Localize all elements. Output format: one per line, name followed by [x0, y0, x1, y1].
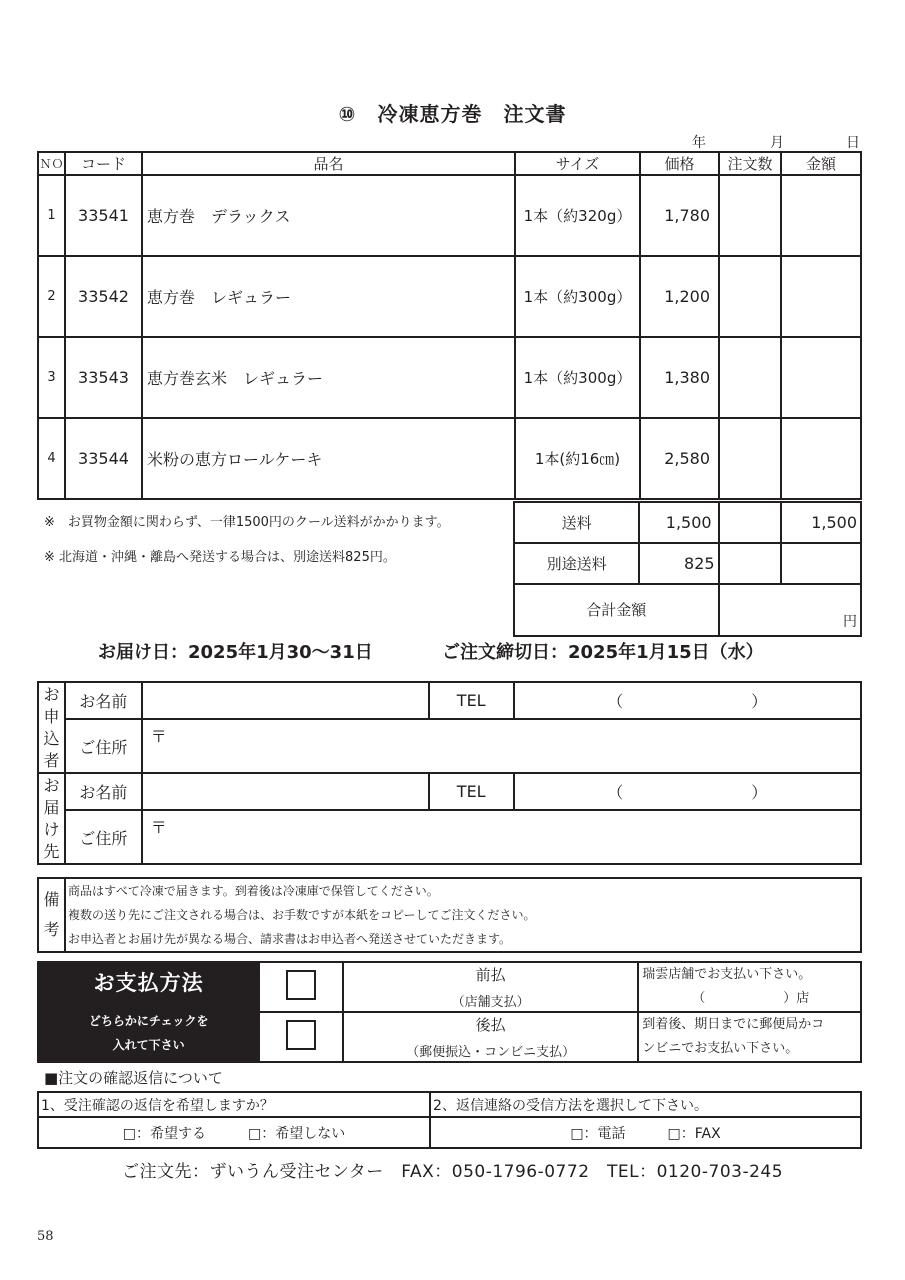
postpay-option	[343, 1012, 638, 1062]
item-qty-cell[interactable]	[719, 337, 781, 418]
item-name: 恵方巻 デラックス	[142, 175, 515, 256]
remark-line: 商品はすべて冷凍で届きます。到着後は冷凍庫で保管してください。	[67, 884, 439, 898]
payment-table	[37, 961, 862, 1063]
item-size: 1本（約300g）	[515, 337, 640, 418]
order-row	[38, 418, 861, 499]
item-no: 2	[38, 256, 65, 337]
applicant-name-label: お名前	[65, 682, 142, 719]
date-month-label: 月	[770, 135, 784, 151]
item-no: 1	[38, 175, 65, 256]
prepay-label: 前払	[475, 966, 506, 984]
confirmation-question-2: 2、返信連絡の受信方法を選択して下さい。	[430, 1092, 861, 1117]
prepay-description: 瑞雲店舗でお支払い下さい。 （ ）店	[638, 962, 861, 1012]
applicant-side-label: お 申 込 者	[38, 682, 65, 773]
item-name: 米粉の恵方ロールケーキ	[142, 418, 515, 499]
shipping-qty-cell[interactable]	[719, 502, 781, 543]
item-price: 1,380	[640, 337, 719, 418]
item-qty-cell[interactable]	[719, 256, 781, 337]
remarks-table	[37, 877, 862, 953]
recipient-tel-field[interactable]: （ ）	[514, 773, 861, 810]
header-code: コード	[65, 152, 142, 175]
recipient-name-field[interactable]	[142, 773, 429, 810]
item-price: 1,200	[640, 256, 719, 337]
postpay-sub: （郵便振込・コンビニ支払）	[406, 1045, 576, 1060]
confirmation-question-1: 1、受注確認の返信を希望しますか？	[38, 1092, 430, 1117]
payment-instruction: 入れて下さい	[112, 1038, 185, 1052]
applicant-address-field[interactable]: 〒	[142, 719, 861, 773]
order-row	[38, 175, 861, 256]
remark-line: 複数の送り先にご注文される場合は、お手数ですが本紙をコピーしてご注文ください。	[67, 908, 536, 922]
item-amount-cell[interactable]	[781, 175, 861, 256]
store-name-field[interactable]: （ ）店	[692, 991, 810, 1006]
confirmation-table	[37, 1091, 862, 1149]
reply-method-options[interactable]: □：電話 □：FAX	[430, 1117, 861, 1148]
postpay-label: 後払	[475, 1016, 506, 1034]
item-size: 1本(約16㎝)	[515, 418, 640, 499]
extra-shipping-price: 825	[639, 543, 718, 584]
item-code: 33541	[65, 175, 142, 256]
item-qty-cell[interactable]	[719, 418, 781, 499]
item-code: 33542	[65, 256, 142, 337]
item-qty-cell[interactable]	[719, 175, 781, 256]
order-contact-footer: ご注文先：ずいうん受注センター FAX：050-1796-0772 TEL：0120-703-245	[121, 1162, 784, 1182]
prepay-sub: （店舗支払）	[451, 995, 530, 1010]
item-no: 3	[38, 337, 65, 418]
payment-method-box	[38, 962, 259, 1062]
total-unit[interactable]: 円	[719, 584, 861, 636]
recipient-side-label: お 届 け 先	[38, 773, 65, 864]
recipient-tel-label: TEL	[429, 773, 514, 810]
item-no: 4	[38, 418, 65, 499]
shipping-amount: 1,500	[781, 502, 861, 543]
item-code: 33544	[65, 418, 142, 499]
item-size: 1本（約320g）	[515, 175, 640, 256]
shipping-note: ※ お買物金額に関わらず、一律1500円のクール送料がかかります。	[44, 515, 450, 530]
postpay-description: 到着後、期日までに郵便局かコ ンビニでお支払い下さい。	[638, 1012, 861, 1062]
item-amount-cell[interactable]	[781, 418, 861, 499]
date-day-label: 日	[846, 135, 860, 151]
applicant-tel-field[interactable]: （ ）	[514, 682, 861, 719]
remote-shipping-note: ※ 北海道・沖縄・離島へ発送する場合は、別途送料825円。	[44, 550, 396, 565]
item-name: 恵方巻玄米 レギュラー	[142, 337, 515, 418]
delivery-date: お届け日：2025年1月30～31日	[98, 642, 373, 663]
extra-shipping-qty-cell[interactable]	[719, 543, 781, 584]
total-label: 合計金額	[514, 584, 719, 636]
order-row	[38, 256, 861, 337]
recipient-address-field[interactable]: 〒	[142, 810, 861, 864]
header-price: 価格	[640, 152, 719, 175]
item-code: 33543	[65, 337, 142, 418]
payment-instruction: どちらかにチェックを	[88, 1014, 209, 1028]
extra-shipping-label: 別途送料	[514, 543, 639, 584]
page-title: ⑩ 冷凍恵方巻 注文書	[338, 102, 567, 126]
prepay-checkbox[interactable]	[286, 970, 316, 1000]
page-number: 58	[37, 1229, 54, 1244]
confirmation-heading: ■注文の確認返信について	[44, 1069, 223, 1087]
prepay-checkbox-cell	[259, 962, 343, 1012]
recipient-address-label: ご住所	[65, 810, 142, 864]
order-deadline: ご注文締切日：2025年1月15日（水）	[442, 642, 764, 663]
header-amount: 金額	[781, 152, 861, 175]
item-price: 1,780	[640, 175, 719, 256]
shipping-total-table	[513, 501, 862, 637]
item-size: 1本（約300g）	[515, 256, 640, 337]
order-row	[38, 337, 861, 418]
applicant-name-field[interactable]	[142, 682, 429, 719]
reply-preference-options[interactable]: □：希望する □：希望しない	[38, 1117, 430, 1148]
applicant-address-label: ご住所	[65, 719, 142, 773]
extra-shipping-amount-cell[interactable]	[781, 543, 861, 584]
shipping-label: 送料	[514, 502, 639, 543]
item-amount-cell[interactable]	[781, 256, 861, 337]
shipping-price: 1,500	[639, 502, 718, 543]
postpay-checkbox[interactable]	[286, 1020, 316, 1050]
recipient-name-label: お名前	[65, 773, 142, 810]
remarks-text	[65, 878, 861, 952]
item-amount-cell[interactable]	[781, 337, 861, 418]
payment-method-title: お支払方法	[93, 971, 204, 995]
order-table	[37, 151, 862, 500]
order-header-row	[38, 152, 861, 175]
item-price: 2,580	[640, 418, 719, 499]
postpay-checkbox-cell	[259, 1012, 343, 1062]
date-year-label: 年	[692, 135, 706, 151]
remark-line: お申込者とお届け先が異なる場合、請求書はお申込者へ発送させていただきます。	[67, 932, 512, 946]
remarks-label: 備 考	[38, 878, 65, 952]
address-table	[37, 681, 862, 865]
item-name: 恵方巻 レギュラー	[142, 256, 515, 337]
header-size: サイズ	[515, 152, 640, 175]
applicant-tel-label: TEL	[429, 682, 514, 719]
header-no: ＮＯ	[38, 152, 65, 175]
prepay-option	[343, 962, 638, 1012]
header-qty: 注文数	[719, 152, 781, 175]
header-name: 品名	[142, 152, 515, 175]
